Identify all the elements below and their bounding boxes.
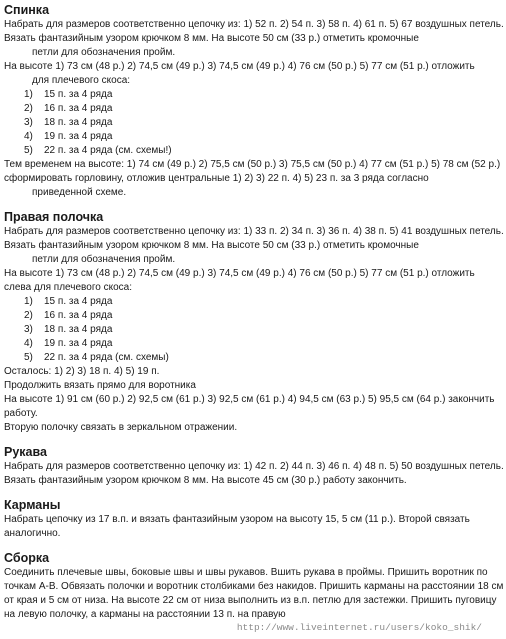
- paragraph: Набрать цепочку из 17 в.п. и вязать фантазийным узором на высоту 15, 5 см (11 р.). Второй связать аналогично.: [4, 514, 470, 539]
- list-item: [24, 337, 504, 351]
- list-item-text: 22 п. за 4 ряда (см. схемы!): [44, 145, 172, 156]
- section-heading: Правая полочка: [4, 210, 104, 224]
- list-item-text: 16 п. за 4 ряда: [44, 310, 113, 321]
- list-item-text: 15 п. за 4 ряда: [44, 296, 113, 307]
- list-item-number: 3): [24, 324, 33, 335]
- list-item: [24, 102, 504, 116]
- paragraph: приведенной схеме.: [32, 187, 127, 198]
- paragraph: Набрать для размеров соответственно цепочку из: 1) 33 п. 2) 34 п. 3) 36 п. 4) 38 п. 5) 41 воздушных петель. Вязать фантазийным узором крючком 8 мм. На высоте 50 см (33 р.) отметить кромочные: [4, 226, 504, 251]
- list-item-number: 2): [24, 103, 33, 114]
- section: [4, 444, 504, 488]
- list-item-number: 3): [24, 117, 33, 128]
- paragraph: Вторую полочку связать в зеркальном отражении.: [4, 422, 238, 433]
- list-item-text: 19 п. за 4 ряда: [44, 131, 113, 142]
- section: [4, 209, 504, 435]
- paragraph: Осталось: 1) 2) 3) 18 п. 4) 5) 19 п.: [4, 366, 160, 377]
- list-item: [24, 116, 504, 130]
- list-item-text: 16 п. за 4 ряда: [44, 103, 113, 114]
- list-item-number: 4): [24, 131, 33, 142]
- list-item-number: 1): [24, 89, 33, 100]
- list-item: [24, 323, 504, 337]
- section: [4, 497, 504, 541]
- list-item-number: 5): [24, 145, 33, 156]
- list-item-text: 22 п. за 4 ряда (см. схемы): [44, 352, 169, 363]
- section-heading: Спинка: [4, 3, 50, 17]
- list-item-number: 4): [24, 338, 33, 349]
- list-item: [24, 130, 504, 144]
- section: [4, 2, 504, 200]
- section-heading: Рукава: [4, 445, 47, 459]
- list-item-number: 5): [24, 352, 33, 363]
- list-item-text: 19 п. за 4 ряда: [44, 338, 113, 349]
- list-item-text: 18 п. за 4 ряда: [44, 324, 113, 335]
- section: [4, 550, 504, 622]
- paragraph: Продолжить вязать прямо для воротника: [4, 380, 196, 391]
- section-heading: Сборка: [4, 551, 50, 565]
- paragraph: Набрать для размеров соответственно цепочку из: 1) 52 п. 2) 54 п. 3) 58 п. 4) 61 п. 5) 67 воздушных петель. Вязать фантазийным узором крючком 8 мм. На высоте 50 см (33 р.) отметить кромочные: [4, 19, 504, 44]
- paragraph: На высоте 1) 73 см (48 р.) 2) 74,5 см (49 р.) 3) 74,5 см (49 р.) 4) 76 см (50 р.) 5) 77 см (51 р.) отложить: [4, 61, 475, 72]
- step-list: [4, 88, 504, 158]
- list-item: [24, 144, 504, 158]
- paragraph: для плечевого скоса:: [32, 75, 131, 86]
- list-item: [24, 351, 504, 365]
- paragraph: Соединить плечевые швы, боковые швы и швы рукавов. Вшить рукава в проймы. Пришить воротник по точкам А-В. Обвязать полочки и воротник столбиками без накидов. Пришить карманы на расстоянии 18 см от края и 5 см от низа. На высоте 22 см от низа выполнить из в.п. петлю для застежки. Пришить пуговицу на левую полочку, а карманы на расстоянии 13 п. на правую: [4, 567, 504, 620]
- list-item-text: 15 п. за 4 ряда: [44, 89, 113, 100]
- paragraph: Набрать для размеров соответственно цепочку из: 1) 42 п. 2) 44 п. 3) 46 п. 4) 48 п. 5) 50 воздушных петель. Вязать фантазийным узором крючком 8 мм. На высоте 45 см (30 р.) работу закончить.: [4, 461, 504, 486]
- section-heading: Карманы: [4, 498, 61, 512]
- list-item: [24, 309, 504, 323]
- list-item-number: 1): [24, 296, 33, 307]
- paragraph: Тем временем на высоте: 1) 74 см (49 р.) 2) 75,5 см (50 р.) 3) 75,5 см (50 р.) 4) 77 см (51 р.) 5) 78 см (52 р.) сформировать горловину, отложив центральные 1) 2) 3) 22 п. 4) 5) 23 п. за 3 ряда согласно: [4, 159, 501, 184]
- list-item-text: 18 п. за 4 ряда: [44, 117, 113, 128]
- paragraph: На высоте 1) 91 см (60 р.) 2) 92,5 см (61 р.) 3) 92,5 см (61 р.) 4) 94,5 см (63 р.) 5) 95,5 см (64 р.) закончить работу.: [4, 394, 495, 419]
- list-item: [24, 88, 504, 102]
- document: [4, 2, 504, 622]
- watermark-url: http://www.liveinternet.ru/users/koko_shik/: [236, 622, 482, 633]
- list-item-number: 2): [24, 310, 33, 321]
- paragraph: На высоте 1) 73 см (48 р.) 2) 74,5 см (49 р.) 3) 74,5 см (49 р.) 4) 76 см (50 р.) 5) 77 см (51 р.) отложить слева для плечевого скоса:: [4, 268, 475, 293]
- list-item: [24, 295, 504, 309]
- step-list: [4, 295, 504, 365]
- paragraph: петли для обозначения пройм.: [32, 254, 176, 265]
- paragraph: петли для обозначения пройм.: [32, 47, 176, 58]
